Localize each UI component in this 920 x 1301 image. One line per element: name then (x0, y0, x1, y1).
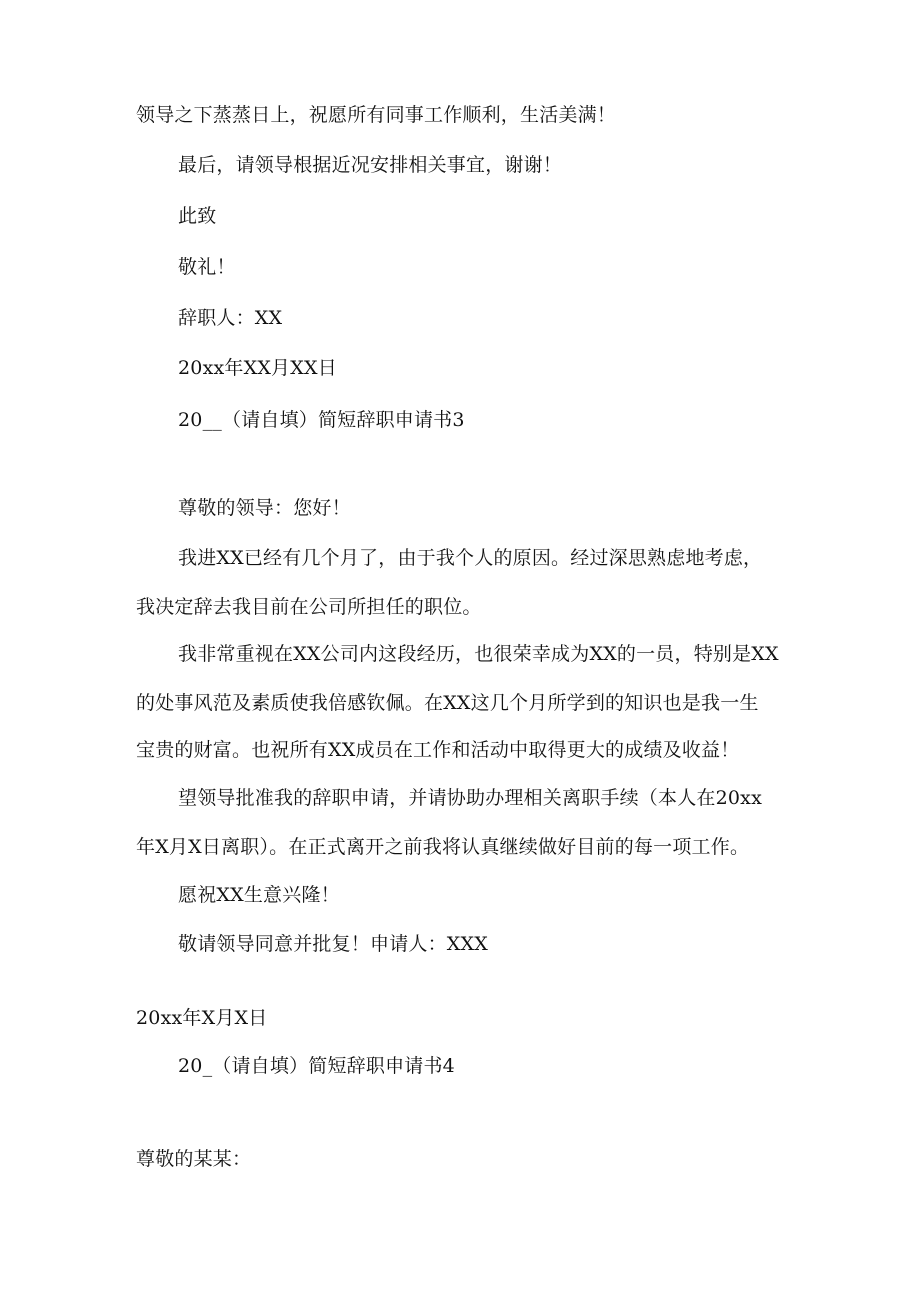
signer-line: 辞职人：XX (178, 307, 283, 329)
text-line-12: 的处事风范及素质使我倍感钦佩。在XX这几个月所学到的知识也是我一生 (136, 692, 759, 714)
text-line-9: 我进XX已经有几个月了，由于我个人的原因。经过深思熟虑地考虑， (178, 547, 763, 569)
text-line-1: 领导之下蒸蒸日上，祝愿所有同事工作顺利，生活美满！ (136, 104, 617, 126)
text-line-10: 我决定辞去我目前在公司所担任的职位。 (136, 596, 482, 618)
text-line-15: 年X月X日离职）。在正式离开之前我将认真继续做好目前的每一项工作。 (136, 836, 750, 858)
salutation-line: 此致 (178, 205, 217, 227)
date-line: 20xx年XX月XX日 (178, 357, 337, 379)
greeting-line: 尊敬的领导：您好！ (178, 497, 351, 519)
text-line-16: 愿祝XX生意兴隆！ (178, 884, 340, 906)
applicant-line: 敬请领导同意并批复！申请人：XXX (178, 933, 488, 955)
text-line-13: 宝贵的财富。也祝所有XX成员在工作和活动中取得更大的成绩及收益！ (136, 739, 740, 761)
section-title-4: 20_（请自填）简短辞职申请书4 (178, 1055, 455, 1077)
text-line-2: 最后，请领导根据近况安排相关事宜，谢谢！ (178, 154, 563, 176)
regards-line: 敬礼！ (178, 256, 236, 278)
greeting-line-2: 尊敬的某某： (136, 1148, 252, 1170)
text-line-11: 我非常重视在XX公司内这段经历，也很荣幸成为XX的一员，特别是XX (178, 643, 779, 665)
section-title-3: 20__（请自填）简短辞职申请书3 (178, 409, 465, 431)
text-line-14: 望领导批准我的辞职申请，并请协助办理相关离职手续（本人在20xx (178, 787, 763, 809)
date-line-2: 20xx年X月X日 (136, 1007, 268, 1029)
